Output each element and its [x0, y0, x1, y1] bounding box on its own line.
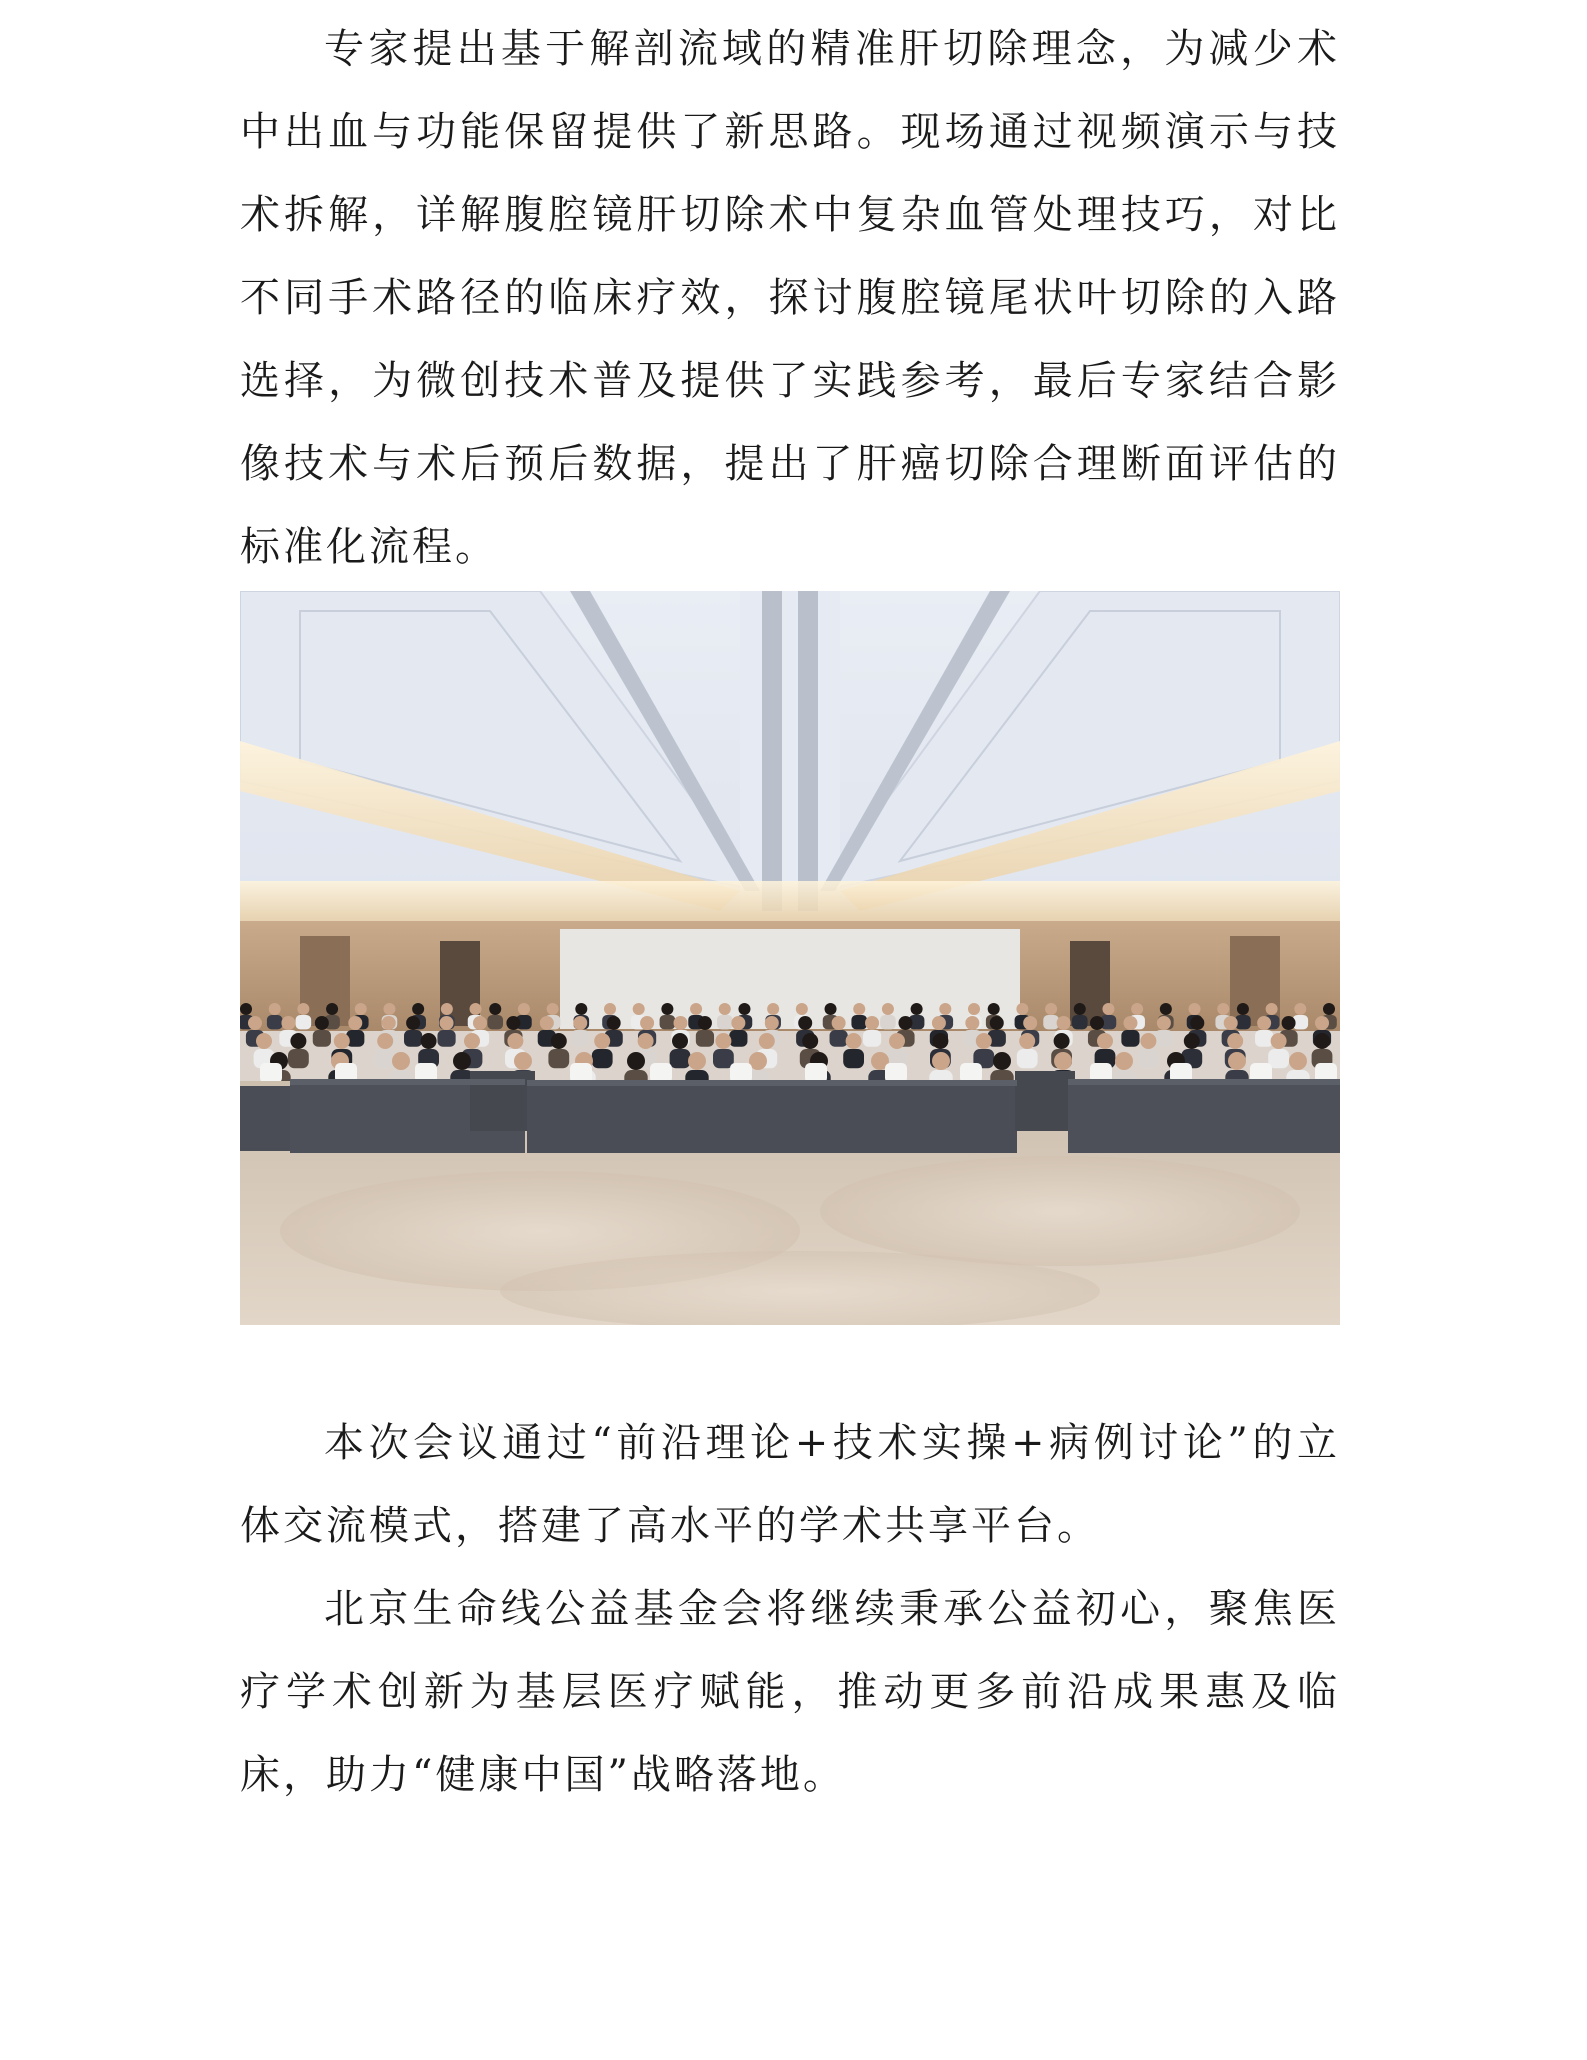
attendee-head	[1160, 1003, 1172, 1015]
attendee-body	[670, 1049, 691, 1068]
attendee-head	[453, 1052, 471, 1070]
attendee-head	[473, 1016, 487, 1030]
attendee-head	[594, 1033, 610, 1049]
conference-hall-image	[240, 591, 1340, 1325]
attendee-head	[1237, 1003, 1249, 1015]
attendee-head	[547, 1003, 559, 1015]
attendee-body	[1017, 1049, 1038, 1068]
attendee-head	[248, 1016, 262, 1030]
attendee-head	[575, 1003, 587, 1015]
attendee-head	[392, 1052, 410, 1070]
attendee-head	[968, 1003, 980, 1015]
attendee-head	[1227, 1033, 1243, 1049]
attendee-head	[1123, 1016, 1137, 1030]
attendee-head	[551, 1033, 567, 1049]
attendee-head	[688, 1052, 706, 1070]
attendee-head	[932, 1052, 950, 1070]
attendee-head	[661, 1003, 673, 1015]
attendee-head	[355, 1003, 367, 1015]
attendee-head	[297, 1003, 309, 1015]
attendee-head	[882, 1003, 894, 1015]
attendee-body	[1121, 1030, 1139, 1047]
paragraph-meeting-format: 本次会议通过“前沿理论+技术实操+病例讨论”的立体交流模式，搭建了高水平的学术共享平台。	[240, 1420, 1340, 1549]
attendee-head	[240, 1003, 252, 1015]
attendee-head	[1019, 1033, 1035, 1049]
attendee-body	[571, 1030, 589, 1047]
attendee-head	[1157, 1016, 1171, 1030]
attendee-head	[383, 1003, 395, 1015]
attendee-body	[437, 1030, 455, 1047]
attendee-head	[1045, 1003, 1057, 1015]
attendee-head	[1054, 1033, 1070, 1049]
attendee-head	[633, 1003, 645, 1015]
attendee-head	[573, 1016, 587, 1030]
attendee-head	[1184, 1033, 1200, 1049]
attendee-head	[627, 1052, 645, 1070]
attendee-head	[1217, 1003, 1229, 1015]
attendee-head	[798, 1016, 812, 1030]
attendee-body	[717, 1015, 733, 1029]
attendee-body	[713, 1049, 734, 1068]
attendee-head	[290, 1033, 306, 1049]
attendee-head	[607, 1016, 621, 1030]
attendee-head	[1054, 1052, 1072, 1070]
attendee-head	[796, 1003, 808, 1015]
attendee-head	[470, 1003, 482, 1015]
chair	[260, 1063, 282, 1083]
attendee-head	[506, 1016, 520, 1030]
attendee-head	[988, 1003, 1000, 1015]
attendee-head	[1057, 1016, 1071, 1030]
attendee-head	[1190, 1016, 1204, 1030]
attendee-head	[1023, 1016, 1037, 1030]
attendee-body	[267, 1015, 283, 1029]
paragraph-expert-summary: 专家提出基于解剖流域的精准肝切除理念，为减少术中出血与功能保留提供了新思路。现场通过视频演示与技术拆解，详解腹腔镜肝切除术中复杂血管处理技巧，对比不同手术路径的临床疗效，探讨腹腔镜尾状叶切除的入路选择，为微创技术普及提供了实践参考，最后专家结合影像技术与术后预后数据，提出了肝癌切除合理断面评估的标准化流程。	[240, 26, 1340, 570]
attendee-head	[1315, 1016, 1329, 1030]
attendee-head	[939, 1003, 951, 1015]
attendee-head	[1266, 1003, 1278, 1015]
attendee-head	[932, 1033, 948, 1049]
attendee-body	[696, 1030, 714, 1047]
attendee-head	[1115, 1052, 1133, 1070]
attendee-head	[889, 1033, 905, 1049]
attendee-head	[1189, 1003, 1201, 1015]
attendee-head	[832, 1016, 846, 1030]
attendee-head	[846, 1033, 862, 1049]
attendee-body	[1043, 1015, 1059, 1029]
attendee-head	[1323, 1003, 1335, 1015]
attendee-head	[853, 1003, 865, 1015]
attendee-body	[1268, 1049, 1289, 1068]
attendee-head	[269, 1003, 281, 1015]
attendee-head	[1294, 1003, 1306, 1015]
attendee-head	[1224, 1016, 1238, 1030]
attendee-head	[911, 1003, 923, 1015]
attendee-head	[865, 1016, 879, 1030]
attendee-head	[765, 1016, 779, 1030]
attendee-head	[932, 1016, 946, 1030]
attendee-head	[489, 1003, 501, 1015]
attendee-head	[348, 1016, 362, 1030]
attendee-body	[1155, 1030, 1173, 1047]
attendee-head	[715, 1033, 731, 1049]
attendee-head	[1090, 1016, 1104, 1030]
attendee-head	[518, 1003, 530, 1015]
attendee-head	[672, 1033, 688, 1049]
paragraph-foundation-outlook: 北京生命线公益基金会将继续秉承公益初心，聚焦医疗学术创新为基层医疗赋能，推动更多前沿成果惠及临床，助力“健康中国”战略落地。	[240, 1586, 1340, 1798]
attendee-head	[690, 1003, 702, 1015]
attendee-head	[412, 1003, 424, 1015]
attendee-body	[1138, 1049, 1159, 1068]
attendee-body	[729, 1030, 747, 1047]
attendee-head	[1271, 1033, 1287, 1049]
attendee-head	[802, 1033, 818, 1049]
attendee-head	[1228, 1052, 1246, 1070]
attendee-head	[965, 1016, 979, 1030]
attendee-head	[421, 1033, 437, 1049]
attendee-head	[1097, 1033, 1113, 1049]
attendee-body	[592, 1049, 613, 1068]
attendee-body	[313, 1030, 331, 1047]
attendee-head	[1131, 1003, 1143, 1015]
attendee-head	[540, 1016, 554, 1030]
attendee-body	[404, 1030, 422, 1047]
attendee-body	[880, 1015, 896, 1029]
attendee-head	[759, 1033, 775, 1049]
attendee-body	[863, 1030, 881, 1047]
attendee-head	[638, 1033, 654, 1049]
attendee-head	[507, 1033, 523, 1049]
attendee-head	[334, 1033, 350, 1049]
attendee-head	[1314, 1033, 1330, 1049]
attendee-head	[1140, 1033, 1156, 1049]
attendee-head	[976, 1033, 992, 1049]
attendee-head	[281, 1016, 295, 1030]
attendee-head	[1074, 1003, 1086, 1015]
conference-photo	[240, 591, 1340, 1325]
attendee-head	[514, 1052, 532, 1070]
attendee-head	[315, 1016, 329, 1030]
attendee-head	[441, 1003, 453, 1015]
attendee-head	[377, 1033, 393, 1049]
attendee-head	[326, 1003, 338, 1015]
attendee-body	[296, 1015, 312, 1029]
attendee-head	[993, 1052, 1011, 1070]
attendee-head	[719, 1003, 731, 1015]
attendee-body	[1255, 1030, 1273, 1047]
attendee-head	[464, 1033, 480, 1049]
attendee-body	[548, 1049, 569, 1068]
attendee-body	[851, 1015, 867, 1029]
attendee-head	[731, 1016, 745, 1030]
attendee-body	[1072, 1015, 1088, 1029]
attendee-body	[660, 1015, 676, 1029]
attendee-head	[406, 1016, 420, 1030]
attendee-body	[487, 1015, 503, 1029]
attendee-head	[698, 1016, 712, 1030]
attendee-head	[440, 1016, 454, 1030]
attendee-head	[674, 1016, 688, 1030]
attendee-head	[1289, 1052, 1307, 1070]
attendee-head	[1016, 1003, 1028, 1015]
attendee-head	[604, 1003, 616, 1015]
attendee-head	[767, 1003, 779, 1015]
attendee-body	[830, 1030, 848, 1047]
attendee-head	[1257, 1016, 1271, 1030]
attendee-head	[738, 1003, 750, 1015]
attendee-body	[843, 1049, 864, 1068]
attendee-head	[825, 1003, 837, 1015]
attendee-head	[1282, 1016, 1296, 1030]
attendee-head	[990, 1016, 1004, 1030]
attendee-head	[256, 1033, 272, 1049]
attendee-head	[1102, 1003, 1114, 1015]
attendee-head	[898, 1016, 912, 1030]
attendee-body	[288, 1049, 309, 1068]
attendee-head	[640, 1016, 654, 1030]
attendee-head	[382, 1016, 396, 1030]
